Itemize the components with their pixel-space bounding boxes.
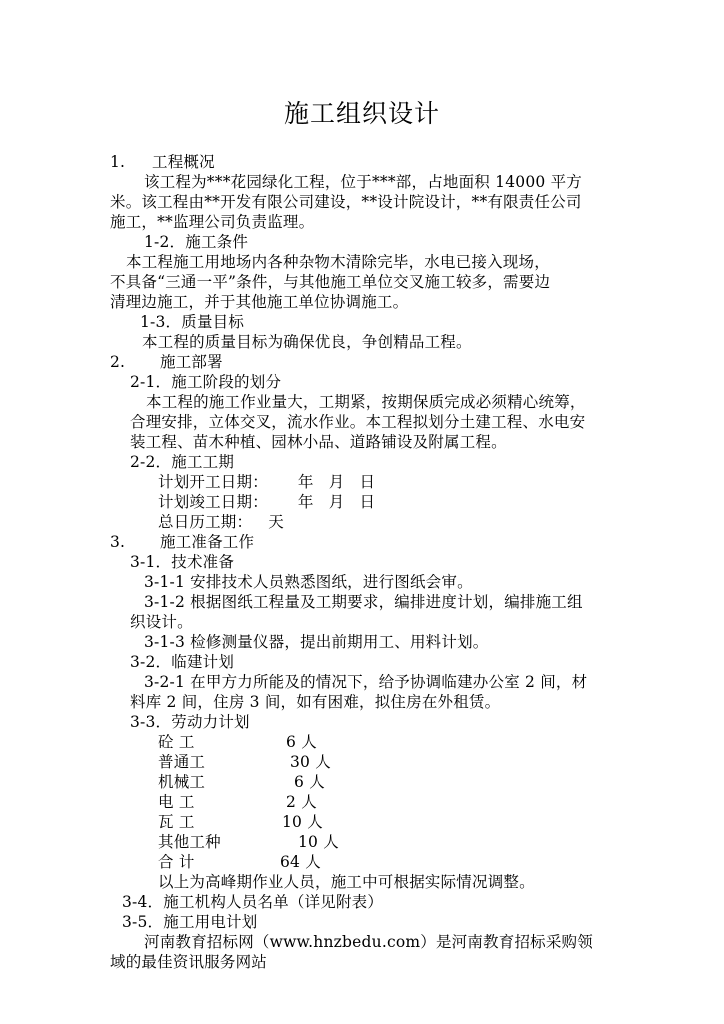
- schedule-total: [158, 512, 284, 532]
- labor-row: [158, 832, 339, 852]
- paragraph-line: 合理安排，立体交叉，流水作业。本工程拟划分土建工程、水电安: [130, 413, 586, 431]
- labor-row: [158, 812, 323, 832]
- list-item: 3-1-3 检修测量仪器，提出前期用工、用料计划。: [144, 633, 489, 651]
- schedule-end: [158, 492, 375, 512]
- paragraph-line: 该工程为***花园绿化工程，位于***部，占地面积 14000 平方: [144, 173, 582, 191]
- list-item: 织设计。: [130, 613, 193, 631]
- labor-type: 合 计: [158, 853, 195, 871]
- labor-count: 6 人: [286, 733, 317, 751]
- total-label: 总日历工期：: [158, 513, 253, 531]
- paragraph-line: 本工程施工用地场内各种杂物木清除完毕，水电已接入现场，: [126, 253, 550, 271]
- labor-count: 10 人: [298, 833, 339, 851]
- paragraph-line: 料库 2 间，住房 3 间，如有困难，拟住房在外租赁。: [130, 693, 501, 711]
- start-label: 计划开工日期：: [158, 473, 268, 491]
- footer-line: 河南教育招标网（www.hnzbedu.com）是河南教育招标采购领: [144, 933, 593, 951]
- labor-count: 64 人: [280, 853, 321, 871]
- section-1-heading: [110, 152, 215, 172]
- paragraph-line: 本工程的施工作业量大，工期紧，按期保质完成必须精心统筹，: [146, 393, 586, 411]
- end-label: 计划竣工日期：: [158, 493, 268, 511]
- document-title: 施工组织设计: [283, 99, 440, 128]
- subsection-heading: 3-4．施工机构人员名单（详见附表）: [122, 893, 384, 911]
- paragraph-line: 清理边施工，并于其他施工单位协调施工。: [110, 293, 409, 311]
- labor-row: [158, 732, 317, 752]
- paragraph-line: 本工程的质量目标为确保优良，争创精品工程。: [142, 333, 472, 351]
- labor-count: 30 人: [290, 753, 331, 771]
- subsection-heading: 2-1．施工阶段的划分: [130, 373, 282, 391]
- subsection-heading: 1-2．施工条件: [144, 233, 249, 251]
- labor-row: [158, 752, 331, 772]
- labor-type: 普通工: [158, 753, 206, 771]
- section-number: 1.: [110, 153, 126, 171]
- paragraph-line: 施工，**监理公司负责监理。: [110, 213, 315, 231]
- labor-row: [158, 792, 317, 812]
- labor-type: 其他工种: [158, 833, 221, 851]
- section-title: 施工部署: [160, 353, 223, 371]
- subsection-heading: 3-2．临建计划: [130, 653, 235, 671]
- subsection-heading: 2-2．施工工期: [130, 453, 235, 471]
- labor-count: 10 人: [282, 813, 323, 831]
- list-item: 3-1-1 安排技术人员熟悉图纸，进行图纸会审。: [144, 573, 473, 591]
- labor-row: [158, 852, 321, 872]
- schedule-start: [158, 472, 375, 492]
- subsection-heading: 1-3．质量目标: [140, 313, 245, 331]
- labor-count: 6 人: [294, 773, 325, 791]
- labor-row: [158, 772, 325, 792]
- section-3-heading: [110, 532, 254, 552]
- paragraph-line: 3-2-1 在甲方力所能及的情况下，给予协调临建办公室 2 间，材: [144, 673, 588, 691]
- subsection-heading: 3-3．劳动力计划: [130, 713, 250, 731]
- total-unit: 天: [268, 513, 284, 531]
- date-placeholder: 年 月 日: [297, 473, 376, 491]
- paragraph-line: 米。该工程由**开发有限公司建设，**设计院设计，**有限责任公司: [110, 193, 582, 211]
- labor-type: 瓦 工: [158, 813, 195, 831]
- subsection-heading: 3-1．技术准备: [130, 553, 235, 571]
- list-item: 3-1-2 根据图纸工程量及工期要求，编排进度计划，编排施工组: [144, 593, 583, 611]
- paragraph-line: 不具备“三通一平”条件，与其他施工单位交叉施工较多，需要边: [110, 273, 551, 291]
- labor-note: 以上为高峰期作业人员，施工中可根据实际情况调整。: [158, 873, 535, 891]
- section-number: 2.: [110, 353, 126, 371]
- paragraph-line: 装工程、苗木种植、园林小品、道路铺设及附属工程。: [130, 433, 507, 451]
- date-placeholder: 年 月 日: [297, 493, 376, 511]
- labor-type: 机械工: [158, 773, 206, 791]
- section-title: 施工准备工作: [160, 533, 255, 551]
- labor-type: 砼 工: [158, 733, 195, 751]
- section-number: 3.: [110, 533, 126, 551]
- labor-count: 2 人: [286, 793, 317, 811]
- section-2-heading: [110, 352, 223, 372]
- labor-type: 电 工: [158, 793, 195, 811]
- subsection-heading: 3-5．施工用电计划: [122, 913, 258, 931]
- footer-line: 域的最佳资讯服务网站: [110, 953, 268, 971]
- section-title: 工程概况: [152, 153, 215, 171]
